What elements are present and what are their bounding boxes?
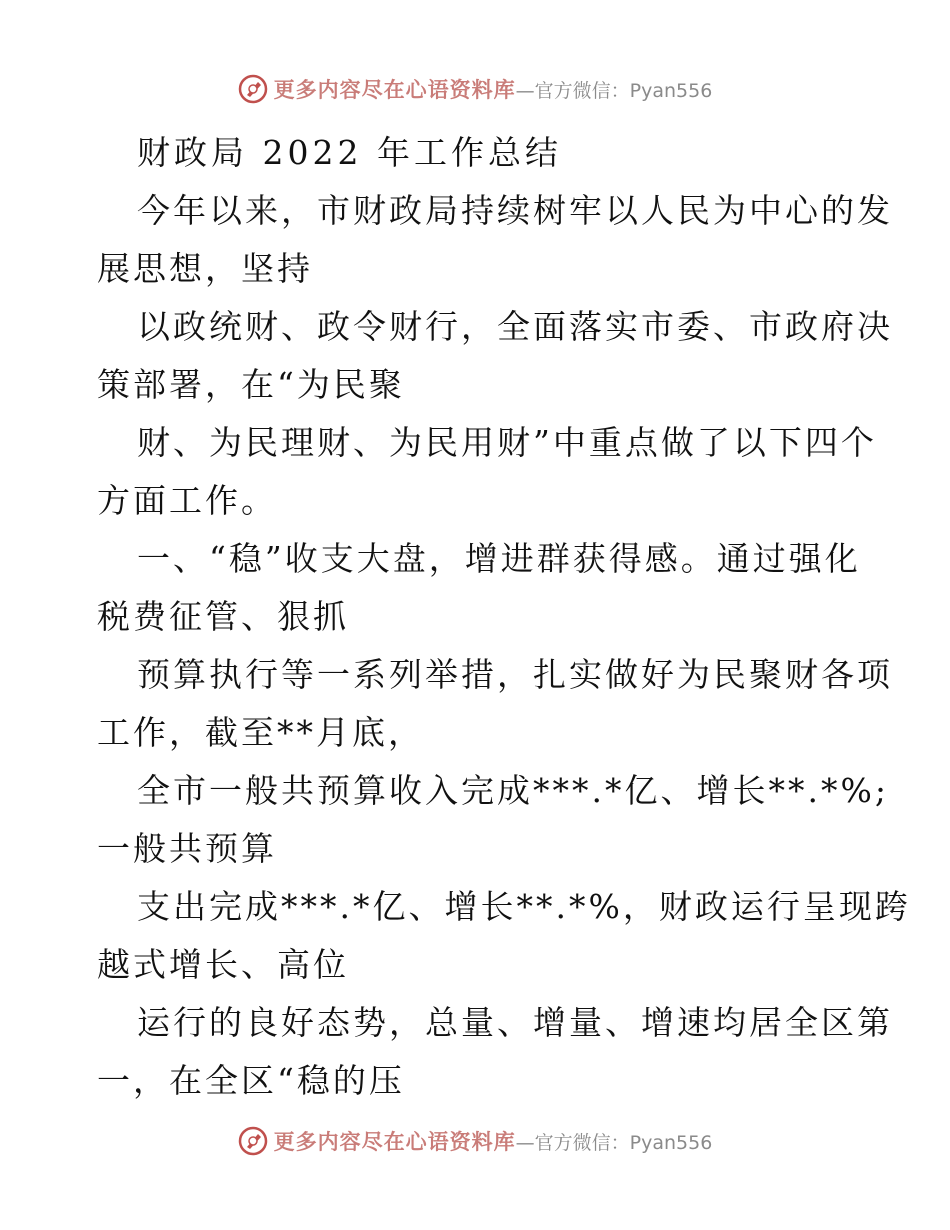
paragraph-line: 越式增长、高位: [97, 945, 349, 984]
paragraph-line: 工作，截至**月底，: [97, 713, 424, 752]
paragraph-line: 一般共预算: [97, 829, 277, 868]
paragraph-line: 展思想，坚持: [97, 249, 313, 288]
paragraph-line: 预算执行等一系列举措，扎实做好为民聚财各项: [137, 655, 893, 694]
paragraph-line: 一，在全区“稳的压: [97, 1061, 405, 1100]
paragraph-line: 支出完成***.*亿、增长**.*%，财政运行呈现跨: [137, 887, 911, 926]
paragraph-line: 今年以来，市财政局持续树牢以人民为中心的发: [137, 191, 893, 230]
banner-sub-text: —官方微信：Pyan556: [515, 1131, 713, 1154]
paragraph-line: 财、为民理财、为民用财”中重点做了以下四个: [137, 423, 877, 462]
banner-main-text: 更多内容尽在心语资料库: [273, 77, 516, 102]
document-body: [97, 124, 911, 1110]
banner-sub-text: —官方微信：Pyan556: [515, 79, 713, 102]
paragraph-line: 方面工作。: [97, 481, 277, 520]
banner-main-text: 更多内容尽在心语资料库: [273, 1129, 516, 1154]
document-title: 财政局 2022 年工作总结: [137, 133, 562, 172]
header-watermark-banner: [0, 72, 950, 106]
paragraph-line: 运行的良好态势，总量、增量、增速均居全区第: [137, 1003, 893, 1042]
paragraph-line: 一、“稳”收支大盘，增进群获得感。通过强化: [137, 539, 861, 578]
pen-logo-icon: [238, 1126, 268, 1156]
paragraph-line: 以政统财、政令财行，全面落实市委、市政府决: [137, 307, 893, 346]
pen-logo-icon: [238, 74, 268, 104]
paragraph-line: 策部署，在“为民聚: [97, 365, 405, 404]
paragraph-line: 全市一般共预算收入完成***.*亿、增长**.*%;: [137, 771, 889, 810]
footer-watermark-banner: [0, 1124, 950, 1158]
paragraph-line: 税费征管、狠抓: [97, 597, 349, 636]
